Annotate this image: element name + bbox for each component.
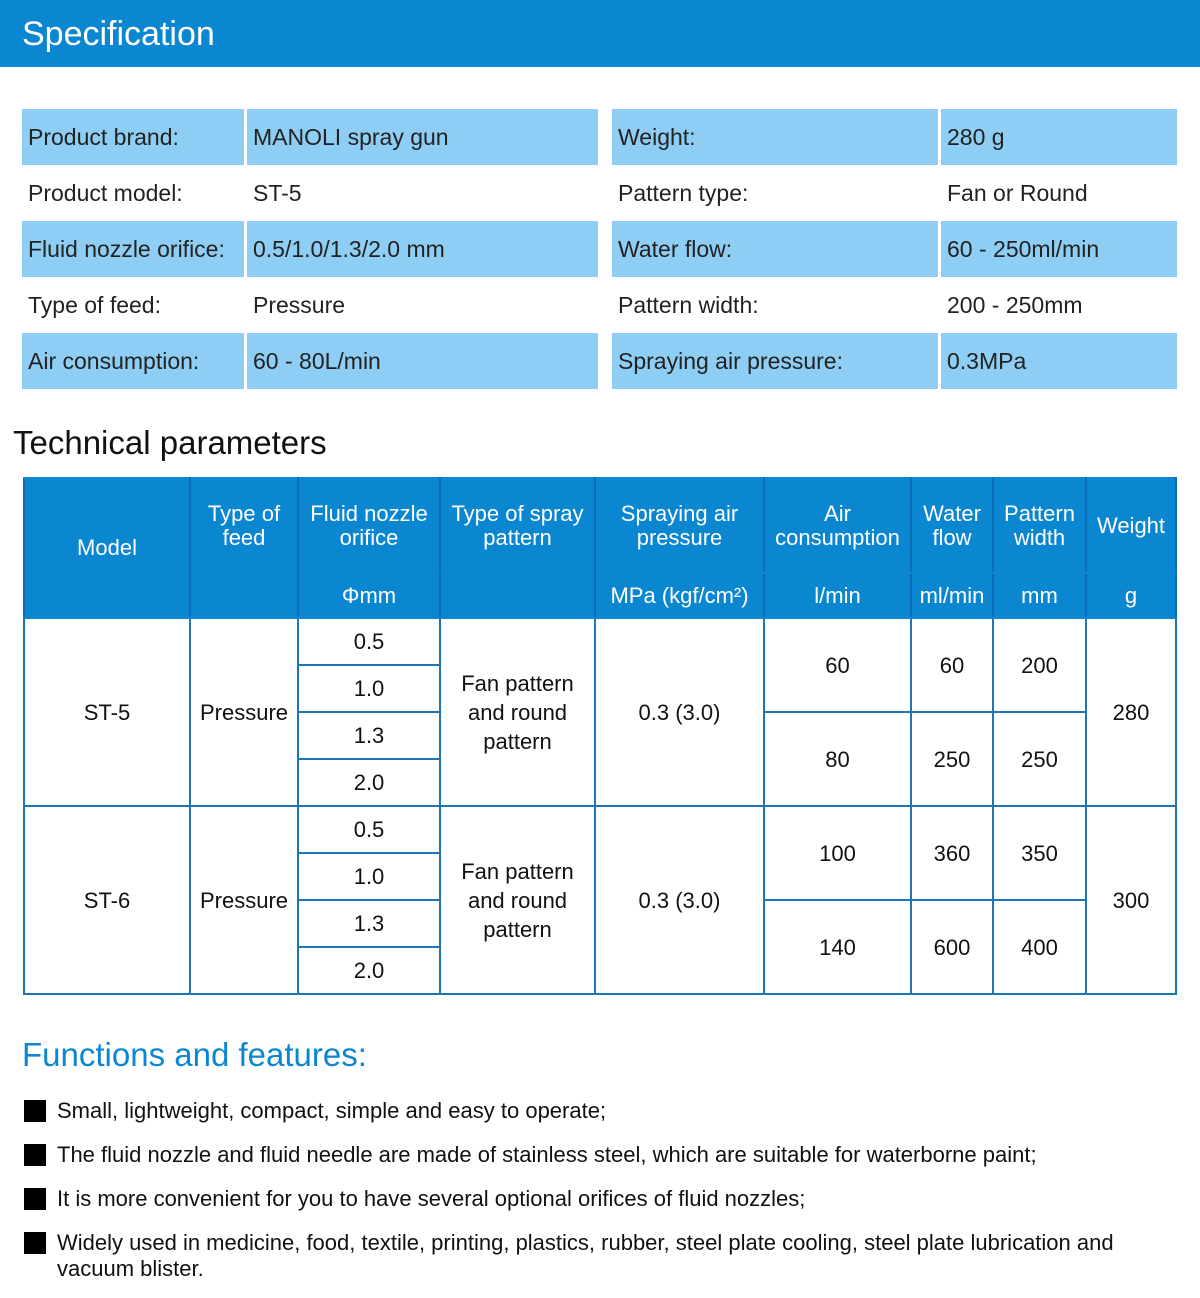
spec-row: [22, 165, 598, 221]
pattern-cell: Fan pattern and round pattern: [440, 806, 595, 994]
header-pressure: Spraying air pressure: [595, 478, 764, 573]
feature-text: The fluid nozzle and fluid needle are made of stainless steel, which are suitable for waterborne paint;: [57, 1142, 1037, 1167]
page-header: [0, 0, 1200, 67]
feature-text: Small, lightweight, compact, simple and easy to operate;: [57, 1098, 607, 1123]
feed-cell: Pressure: [190, 618, 298, 806]
spec-label: Spraying air pressure:: [612, 333, 938, 389]
feature-text: It is more convenient for you to have several optional orifices of fluid nozzles;: [57, 1186, 806, 1211]
orifice-cell: 0.5: [298, 618, 440, 665]
table-row: [24, 806, 1176, 853]
spec-label: Type of feed:: [28, 291, 161, 318]
spec-row: [22, 221, 598, 277]
spec-value: 280 g: [941, 109, 1177, 165]
spec-row: [612, 277, 1177, 333]
spec-value: ST-5: [253, 179, 302, 206]
spec-value: 0.3MPa: [941, 333, 1177, 389]
water-cell: 60: [911, 618, 993, 712]
air-cell: 100: [764, 806, 911, 900]
spec-label: Product brand:: [22, 109, 244, 165]
header-model: Model: [24, 478, 190, 618]
unit-pressure: MPa (kgf/cm²): [595, 573, 764, 618]
spec-value: MANOLI spray gun: [247, 109, 598, 165]
header-feed-label: Type of feed: [207, 501, 281, 550]
spec-value: 60 - 80L/min: [247, 333, 598, 389]
spec-row: [612, 333, 1177, 389]
unit-water: ml/min: [911, 573, 993, 618]
header-pattern: [440, 478, 595, 618]
orifice-cell: 1.0: [298, 853, 440, 900]
spec-value: 200 - 250mm: [947, 291, 1083, 318]
feature-item: [24, 1186, 1184, 1212]
spec-table-left: [22, 109, 598, 389]
spec-value: Pressure: [253, 291, 346, 318]
width-cell: 200: [993, 618, 1086, 712]
orifice-cell: 1.3: [298, 900, 440, 947]
features-title: Functions and features:: [22, 1036, 367, 1073]
table-row: [24, 618, 1176, 665]
header-nozzle: Fluid nozzle orifice: [298, 478, 440, 573]
square-bullet-icon: [24, 1144, 46, 1166]
technical-parameters-title: Technical parameters: [13, 424, 327, 461]
unit-width: mm: [993, 573, 1086, 618]
spec-row: [612, 109, 1177, 165]
width-cell: 350: [993, 806, 1086, 900]
feature-item: [24, 1098, 1184, 1124]
spec-label: Water flow:: [612, 221, 938, 277]
orifice-cell: 1.0: [298, 665, 440, 712]
spec-table-right: [612, 109, 1177, 389]
air-cell: 60: [764, 618, 911, 712]
water-cell: 360: [911, 806, 993, 900]
spec-value: 0.5/1.0/1.3/2.0 mm: [247, 221, 598, 277]
unit-air: l/min: [764, 573, 911, 618]
spec-label: Air consumption:: [22, 333, 244, 389]
spec-row: [22, 333, 598, 389]
orifice-cell: 2.0: [298, 947, 440, 994]
spec-label: Pattern type:: [618, 179, 749, 206]
square-bullet-icon: [24, 1188, 46, 1210]
weight-cell: 300: [1086, 806, 1176, 994]
air-cell: 140: [764, 900, 911, 994]
header-feed: [190, 478, 298, 618]
model-cell: ST-5: [24, 618, 190, 806]
header-air: Air consumption: [764, 478, 911, 573]
square-bullet-icon: [24, 1232, 46, 1254]
feature-text: Widely used in medicine, food, textile, printing, plastics, rubber, steel plate cooling, steel plate lubrication and vacuum blister.: [57, 1230, 1114, 1281]
width-cell: 400: [993, 900, 1086, 994]
orifice-cell: 2.0: [298, 759, 440, 806]
header-weight: Weight: [1086, 478, 1176, 573]
technical-parameters-table: [23, 477, 1177, 995]
spec-value: Fan or Round: [947, 179, 1088, 206]
spec-label: Weight:: [612, 109, 938, 165]
orifice-cell: 0.5: [298, 806, 440, 853]
spec-row: [22, 277, 598, 333]
spec-label: Fluid nozzle orifice:: [22, 221, 244, 277]
header-water: Water flow: [911, 478, 993, 573]
header-width: Pattern width: [993, 478, 1086, 573]
feature-item: [24, 1142, 1184, 1168]
water-cell: 250: [911, 712, 993, 806]
page-title: Specification: [22, 15, 215, 53]
spec-row: [612, 221, 1177, 277]
header-pattern-label: Type of spray pattern: [451, 501, 584, 550]
feature-item: [24, 1230, 1184, 1282]
model-cell: ST-6: [24, 806, 190, 994]
air-cell: 80: [764, 712, 911, 806]
unit-nozzle: Φmm: [298, 573, 440, 618]
square-bullet-icon: [24, 1100, 46, 1122]
width-cell: 250: [993, 712, 1086, 806]
spec-row: [612, 165, 1177, 221]
orifice-cell: 1.3: [298, 712, 440, 759]
spec-value: 60 - 250ml/min: [941, 221, 1177, 277]
spec-label: Pattern width:: [618, 291, 759, 318]
pattern-cell: Fan pattern and round pattern: [440, 618, 595, 806]
weight-cell: 280: [1086, 618, 1176, 806]
unit-weight: g: [1086, 573, 1176, 618]
feed-cell: Pressure: [190, 806, 298, 994]
pressure-cell: 0.3 (3.0): [595, 618, 764, 806]
spec-label: Product model:: [28, 179, 183, 206]
water-cell: 600: [911, 900, 993, 994]
pressure-cell: 0.3 (3.0): [595, 806, 764, 994]
spec-row: [22, 109, 598, 165]
